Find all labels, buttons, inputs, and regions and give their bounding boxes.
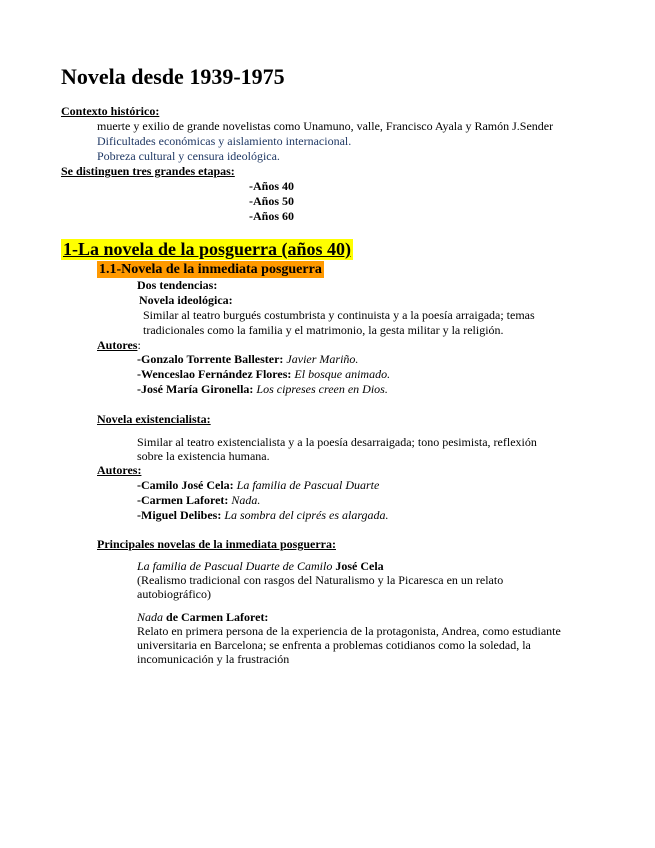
existencialista-text: sobre la existencia humana. [137,449,270,463]
author-entry: -Camilo José Cela: La familia de Pascual Duarte [137,478,380,492]
contexto-item: Dificultades económicas y aislamiento internacional. [97,134,352,148]
ideologica-text: tradicionales como la familia y el matrimonio, la gesta militar y la religión. [143,323,504,337]
existencialista-heading: Novela existencialista: [97,412,211,426]
novel-description: universitaria en Barcelona; se enfrenta a problemas cotidianos como la soledad, la [137,638,531,652]
ideologica-text: Similar al teatro burgués costumbrista y continuista y a la poesía arraigada; temas [143,308,535,322]
ideologica-heading: Novela ideológica: [139,293,233,307]
etapa-item: -Años 40 [249,179,295,193]
novel-description: (Realismo tradicional con rasgos del Naturalismo y la Picaresca en un relato [137,573,504,587]
novel-description: autobiográfico) [137,587,211,601]
existencialista-text: Similar al teatro existencialista y a la poesía desarraigada; tono pesimista, reflexión [137,435,537,449]
author-entry: -Gonzalo Torrente Ballester: Javier Mariño. [137,352,359,366]
novel-title: Nada de Carmen Laforet: [137,610,269,624]
autores-heading: Autores: [97,338,141,352]
contexto-heading: Contexto histórico: [61,104,160,118]
section-heading: 1-La novela de la posguerra (años 40) [63,239,351,259]
page-title: Novela desde 1939-1975 [61,64,285,89]
novel-title: La familia de Pascual Duarte de Camilo José Cela [137,559,384,573]
author-entry: -Miguel Delibes: La sombra del ciprés es alargada. [137,508,389,522]
novel-description: incomunicación y la frustración [137,652,290,666]
author-entry: -Wenceslao Fernández Flores: El bosque animado. [137,367,391,381]
contexto-item: muerte y exilio de grande novelistas como Unamuno, valle, Francisco Ayala y Ramón J.Sender [97,119,554,133]
etapas-heading: Se distinguen tres grandes etapas: [61,164,235,178]
etapa-item: -Años 60 [249,209,295,223]
novel-description: Relato en primera persona de la experiencia de la protagonista, Andrea, como estudiante [137,624,561,638]
contexto-item: Pobreza cultural y censura ideológica. [97,149,280,163]
author-entry: -José María Gironella: Los cipreses creen en Dios. [137,382,388,396]
subsection-heading: 1.1-Novela de la inmediata posguerra [99,262,322,277]
principales-heading: Principales novelas de la inmediata posguerra: [97,537,336,551]
autores-heading: Autores: [97,463,142,477]
tendencias-label: Dos tendencias: [137,278,218,292]
etapa-item: -Años 50 [249,194,295,208]
author-entry: -Carmen Laforet: Nada. [137,493,261,507]
